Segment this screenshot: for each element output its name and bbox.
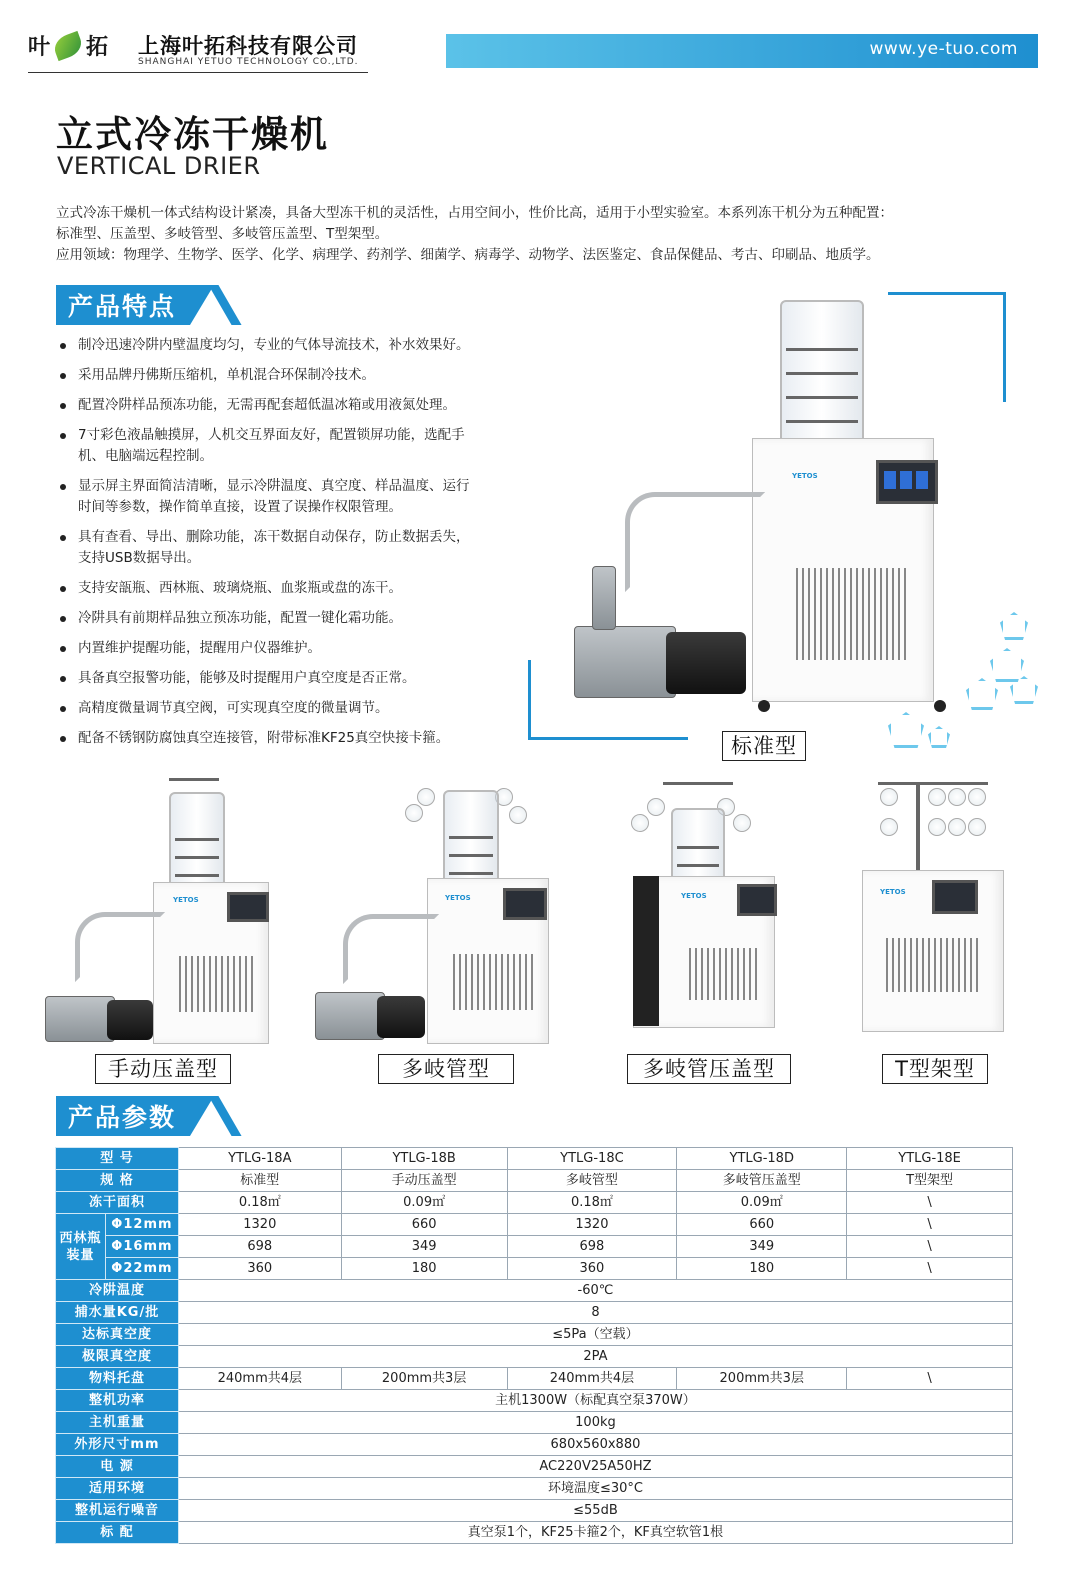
hexagon-icon: [928, 726, 950, 748]
vacuum-pump: [574, 626, 676, 698]
table-row: 整机运行噪音 ≤55dB: [56, 1500, 1013, 1522]
table-row: 整机功率 主机1300W（标配真空泵370W）: [56, 1390, 1013, 1412]
table-row: 适用环境 环境温度≤30°C: [56, 1478, 1013, 1500]
feature-item: 配备不锈钢防腐蚀真空连接管，附带标准KF25真空快接卡箍。: [60, 728, 540, 749]
feature-item: 内置维护提醒功能，提醒用户仪器维护。: [60, 638, 540, 659]
label-manual-cap: 手动压盖型: [95, 1054, 231, 1084]
table-row: 冻干面积 0.18㎡ 0.09㎡ 0.18㎡ 0.09㎡ \: [56, 1192, 1013, 1214]
feature-item: 配置冷阱样品预冻功能，无需再配套超低温冰箱或用液氮处理。: [60, 395, 540, 416]
params-heading: [56, 1096, 230, 1136]
vent-grille: [796, 568, 910, 660]
page-subtitle: VERTICAL DRIER: [57, 152, 261, 180]
pump-valve: [592, 566, 616, 630]
standard-machine-image: [570, 296, 950, 716]
table-row: 电 源 AC220V25A50HZ: [56, 1456, 1013, 1478]
table-row: 外形尺寸mm 680x560x880: [56, 1434, 1013, 1456]
feature-item: 采用品牌丹佛斯压缩机，单机混合环保制冷技术。: [60, 365, 540, 386]
table-row: 冷阱温度 -60℃: [56, 1280, 1013, 1302]
features-heading: [56, 285, 230, 325]
logo-char-right: 拓: [86, 35, 109, 60]
feature-item: 具有查看、导出、删除功能，冻干数据自动保存，防止数据丢失， 支持USB数据导出。: [60, 527, 540, 569]
feature-item: 高精度微量调节真空阀，可实现真空度的微量调节。: [60, 698, 540, 719]
table-row: 西林瓶 装量 Φ12mm 1320 660 1320 660 \: [56, 1214, 1013, 1236]
feature-item: 7寸彩色液晶触摸屏，人机交互界面友好，配置锁屏功能，选配手 机、电脑端远程控制。: [60, 425, 540, 467]
manual-cap-machine-image: YETOS: [45, 778, 275, 1050]
website-link[interactable]: www.ye-tuo.com: [869, 39, 1018, 59]
deco-line: [528, 737, 688, 740]
table-row: 物料托盘 240mm共4层 200mm共3层 240mm共4层 200mm共3层 \: [56, 1368, 1013, 1390]
t-rack-machine-image: YETOS: [858, 778, 1018, 1050]
intro-line: 立式冷冻干燥机一体式结构设计紧凑，具备大型冻干机的灵活性，占用空间小，性价比高，适用于小型实验室。本系列冻干机分为五种配置：: [56, 205, 893, 221]
logo: [28, 30, 108, 61]
hexagon-icon: [990, 648, 1024, 682]
brand-label: YETOS: [792, 472, 818, 480]
feature-item: 制冷迅速冷阱内壁温度均匀，专业的气体导流技术，补水效果好。: [60, 335, 540, 356]
drying-chamber: [780, 300, 864, 450]
vacuum-hose: [625, 492, 765, 592]
feature-item: 显示屏主界面简洁清晰，显示冷阱温度、真空度、样品温度、运行 时间等参数，操作简单直接，设置了误操作权限管理。: [60, 476, 540, 518]
heading-arrow: [190, 1096, 214, 1136]
label-standard: 标准型: [722, 731, 806, 761]
table-row: 捕水量KG/批 8: [56, 1302, 1013, 1324]
params-table: [55, 1147, 1013, 1544]
label-manifold: 多岐管型: [378, 1054, 514, 1084]
company-name-cn: 上海叶拓科技有限公司: [138, 34, 358, 58]
touch-screen: [876, 460, 938, 504]
params-title: 产品参数: [56, 1096, 190, 1136]
company-name-en: SHANGHAI YETUO TECHNOLOGY CO.,LTD.: [138, 57, 359, 67]
manifold-machine-image: YETOS: [313, 778, 558, 1050]
logo-char-left: 叶: [28, 35, 51, 60]
deco-line: [888, 292, 1006, 295]
label-t-rack: T型架型: [882, 1054, 988, 1084]
table-row: 标 配 真空泵1个，KF25卡箍2个，KF真空软管1根: [56, 1522, 1013, 1544]
manifold-cap-machine-image: YETOS: [623, 778, 798, 1050]
table-row: Φ22mm 360 180 360 180 \: [56, 1258, 1013, 1280]
deco-line: [1003, 292, 1006, 402]
table-row: 规 格 标准型 手动压盖型 多岐管型 多岐管压盖型 T型架型: [56, 1170, 1013, 1192]
deco-line: [528, 660, 531, 740]
intro-text: [56, 203, 1036, 266]
feature-item: 支持安瓿瓶、西林瓶、玻璃烧瓶、血浆瓶或盘的冻干。: [60, 578, 540, 599]
table-row: 极限真空度 2PA: [56, 1346, 1013, 1368]
leaf-logo-icon: [51, 30, 85, 60]
intro-line: 标准型、压盖型、多岐管型、多岐管压盖型、T型架型。: [56, 226, 389, 242]
table-row: Φ16mm 698 349 698 349 \: [56, 1236, 1013, 1258]
hexagon-icon: [888, 712, 924, 748]
features-title: 产品特点: [56, 285, 190, 325]
intro-line: 应用领域：物理学、生物学、医学、化学、病理学、药剂学、细菌学、病毒学、动物学、法医鉴定、食品保健品、考古、印刷品、地质学。: [56, 247, 880, 263]
hexagon-icon: [966, 678, 998, 710]
feature-item: 具备真空报警功能，能够及时提醒用户真空度是否正常。: [60, 668, 540, 689]
pump-motor: [666, 632, 746, 694]
hexagon-icon: [1000, 612, 1028, 640]
table-row: 型 号 YTLG-18A YTLG-18B YTLG-18C YTLG-18D YTLG-18E: [56, 1148, 1013, 1170]
website-bar: [446, 34, 1038, 68]
table-row: 达标真空度 ≤5Pa（空载）: [56, 1324, 1013, 1346]
page-title: 立式冷冻干燥机: [56, 113, 329, 156]
table-row: 主机重量 100kg: [56, 1412, 1013, 1434]
label-manifold-cap: 多岐管压盖型: [627, 1054, 791, 1084]
header-divider: [28, 72, 368, 73]
feature-item: 冷阱具有前期样品独立预冻功能，配置一键化霜功能。: [60, 608, 540, 629]
feature-list: [60, 335, 540, 758]
heading-arrow: [190, 285, 214, 325]
